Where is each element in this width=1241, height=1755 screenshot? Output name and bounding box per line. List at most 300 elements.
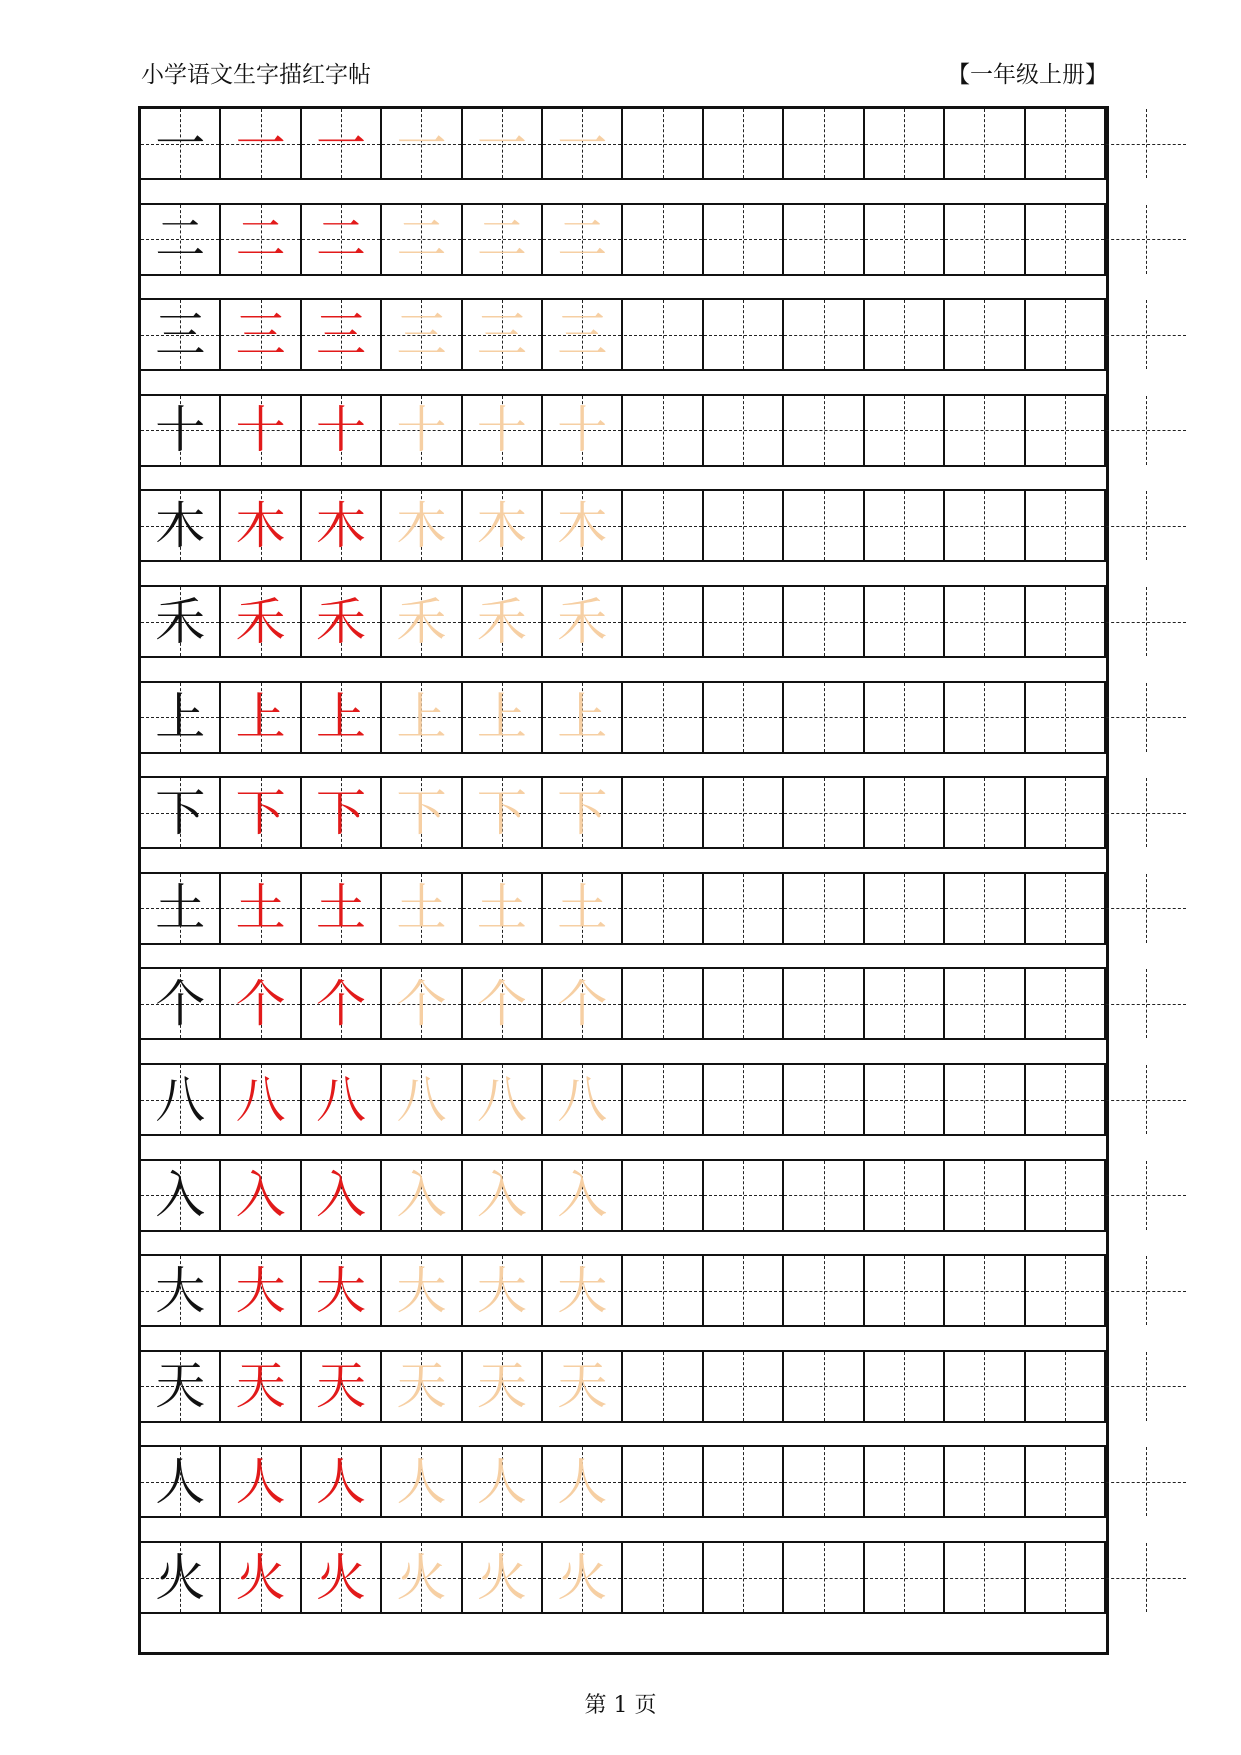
pale-trace-character: 人 [557,1452,608,1511]
trace-cell [221,969,301,1038]
horizontal-guide-line [784,430,862,431]
trace-cell [221,300,301,369]
model-character: 天 [155,1357,206,1416]
model-character: 火 [155,1548,206,1607]
pale-trace-character: 土 [557,879,608,938]
model-cell [141,1447,221,1516]
blank-practice-cell [1026,587,1106,656]
pale-trace-character: 个 [476,974,527,1033]
blank-practice-cell [784,778,864,847]
blank-practice-cell [1026,683,1106,752]
pale-trace-character: 个 [396,974,447,1033]
blank-practice-cell [704,1065,784,1134]
red-trace-character: 天 [316,1357,367,1416]
horizontal-guide-line [704,622,782,623]
trace-cell [463,300,543,369]
blank-practice-cell [704,969,784,1038]
horizontal-guide-line [945,813,1023,814]
horizontal-guide-line [865,1100,943,1101]
model-cell [141,1065,221,1134]
red-trace-character: 个 [316,974,367,1033]
horizontal-guide-line [704,1578,782,1579]
pale-trace-character: 火 [476,1548,527,1607]
horizontal-guide-line [865,239,943,240]
blank-practice-cell [1106,1161,1186,1230]
blank-practice-cell [1026,491,1106,560]
red-trace-character: 上 [316,688,367,747]
pale-trace-character: 个 [557,974,608,1033]
pale-trace-character: 大 [557,1261,608,1320]
model-character: 入 [155,1166,206,1225]
pale-trace-character: 上 [557,688,608,747]
trace-cell [543,300,623,369]
red-trace-character: 下 [235,783,286,842]
pale-trace-character: 上 [396,688,447,747]
pale-trace-character: 人 [396,1452,447,1511]
practice-row [141,394,1106,467]
blank-practice-cell [1106,1543,1186,1612]
trace-cell [463,109,543,178]
horizontal-guide-line [1026,239,1104,240]
blank-practice-cell [784,491,864,560]
horizontal-guide-line [704,1195,782,1196]
practice-row [141,489,1106,562]
pale-trace-character: 十 [557,401,608,460]
blank-practice-cell [945,109,1025,178]
horizontal-guide-line [704,1482,782,1483]
red-trace-character: 入 [235,1166,286,1225]
pale-trace-character: 三 [557,305,608,364]
blank-practice-cell [624,1065,704,1134]
model-character: 二 [155,210,206,269]
blank-practice-cell [945,1543,1025,1612]
horizontal-guide-line [624,1291,702,1292]
horizontal-guide-line [1026,526,1104,527]
horizontal-guide-line [945,239,1023,240]
horizontal-guide-line [784,1004,862,1005]
horizontal-guide-line [784,335,862,336]
blank-practice-cell [784,205,864,274]
horizontal-guide-line [784,1386,862,1387]
blank-practice-cell [1026,205,1106,274]
trace-cell [302,109,382,178]
trace-cell [302,1256,382,1325]
horizontal-guide-line [784,1578,862,1579]
blank-practice-cell [624,1256,704,1325]
trace-cell [543,109,623,178]
red-trace-character: 十 [235,401,286,460]
horizontal-guide-line [1026,1482,1104,1483]
red-trace-character: 上 [235,688,286,747]
practice-row [141,1350,1106,1423]
red-trace-character: 入 [316,1166,367,1225]
trace-cell [543,683,623,752]
red-trace-character: 禾 [316,592,367,651]
horizontal-guide-line [704,717,782,718]
blank-practice-cell [624,205,704,274]
trace-cell [543,491,623,560]
blank-practice-cell [704,778,784,847]
trace-cell [543,1161,623,1230]
blank-practice-cell [945,1352,1025,1421]
pale-trace-character: 天 [476,1357,527,1416]
trace-cell [543,1543,623,1612]
blank-practice-cell [784,1352,864,1421]
blank-practice-cell [624,300,704,369]
trace-cell [463,969,543,1038]
trace-cell [382,969,462,1038]
blank-practice-cell [1026,778,1106,847]
model-character: 木 [155,496,206,555]
blank-practice-cell [865,109,945,178]
trace-cell [302,1161,382,1230]
blank-practice-cell [945,205,1025,274]
trace-cell [382,587,462,656]
pale-trace-character: 木 [476,496,527,555]
blank-practice-cell [1026,1065,1106,1134]
blank-practice-cell [1026,1447,1106,1516]
trace-cell [302,1447,382,1516]
red-trace-character: 一 [235,114,286,173]
pale-trace-character: 下 [476,783,527,842]
model-cell [141,491,221,560]
model-character: 人 [155,1452,206,1511]
horizontal-guide-line [1026,144,1104,145]
blank-practice-cell [945,396,1025,465]
horizontal-guide-line [1026,622,1104,623]
pale-trace-character: 禾 [557,592,608,651]
pale-trace-character: 下 [557,783,608,842]
model-character: 个 [155,974,206,1033]
blank-practice-cell [865,683,945,752]
blank-practice-cell [784,109,864,178]
blank-practice-cell [704,396,784,465]
horizontal-guide-line [1026,1195,1104,1196]
practice-row [141,681,1106,754]
worksheet-title: 小学语文生字描红字帖 [141,62,371,88]
horizontal-guide-line [865,335,943,336]
horizontal-guide-line [945,1004,1023,1005]
trace-cell [463,396,543,465]
red-trace-character: 个 [235,974,286,1033]
blank-practice-cell [784,1161,864,1230]
horizontal-guide-line [1106,1291,1186,1292]
practice-row [141,1445,1106,1518]
horizontal-guide-line [704,813,782,814]
blank-practice-cell [865,778,945,847]
blank-practice-cell [945,683,1025,752]
blank-practice-cell [1026,300,1106,369]
blank-practice-cell [865,491,945,560]
pale-trace-character: 十 [476,401,527,460]
model-character: 土 [155,879,206,938]
trace-cell [302,300,382,369]
blank-practice-cell [865,874,945,943]
practice-row [141,1159,1106,1232]
trace-cell [463,1161,543,1230]
trace-cell [543,969,623,1038]
horizontal-guide-line [865,1291,943,1292]
trace-cell [302,1065,382,1134]
horizontal-guide-line [1106,1578,1186,1579]
practice-row [141,776,1106,849]
model-character: 三 [155,305,206,364]
red-trace-character: 大 [316,1261,367,1320]
trace-cell [221,1352,301,1421]
model-character: 上 [155,688,206,747]
blank-practice-cell [1026,969,1106,1038]
blank-practice-cell [704,491,784,560]
blank-practice-cell [784,969,864,1038]
horizontal-guide-line [784,1100,862,1101]
blank-practice-cell [1026,396,1106,465]
blank-practice-cell [704,300,784,369]
pale-trace-character: 三 [396,305,447,364]
red-trace-character: 八 [235,1070,286,1129]
pale-trace-character: 火 [396,1548,447,1607]
pale-trace-character: 一 [557,114,608,173]
pale-trace-character: 大 [396,1261,447,1320]
horizontal-guide-line [704,1100,782,1101]
trace-cell [302,778,382,847]
model-cell [141,874,221,943]
model-character: 大 [155,1261,206,1320]
blank-practice-cell [1106,1447,1186,1516]
horizontal-guide-line [945,526,1023,527]
horizontal-guide-line [1106,144,1186,145]
trace-cell [382,491,462,560]
model-cell [141,109,221,178]
trace-cell [463,205,543,274]
pale-trace-character: 入 [396,1166,447,1225]
trace-cell [221,1543,301,1612]
horizontal-guide-line [784,813,862,814]
blank-practice-cell [945,1447,1025,1516]
pale-trace-character: 入 [557,1166,608,1225]
horizontal-guide-line [624,526,702,527]
blank-practice-cell [945,300,1025,369]
blank-practice-cell [1106,109,1186,178]
pale-trace-character: 土 [476,879,527,938]
practice-row [141,109,1106,180]
practice-row [141,872,1106,945]
horizontal-guide-line [704,908,782,909]
blank-practice-cell [784,1256,864,1325]
horizontal-guide-line [1106,622,1186,623]
horizontal-guide-line [704,1386,782,1387]
blank-practice-cell [704,683,784,752]
trace-cell [382,778,462,847]
trace-cell [543,874,623,943]
trace-cell [382,300,462,369]
horizontal-guide-line [1106,1482,1186,1483]
practice-row [141,1063,1106,1136]
pale-trace-character: 一 [476,114,527,173]
trace-cell [463,1352,543,1421]
practice-row [141,585,1106,658]
horizontal-guide-line [784,908,862,909]
blank-practice-cell [945,874,1025,943]
red-trace-character: 木 [235,496,286,555]
blank-practice-cell [1026,1161,1106,1230]
horizontal-guide-line [624,430,702,431]
blank-practice-cell [865,1161,945,1230]
trace-cell [463,491,543,560]
horizontal-guide-line [865,430,943,431]
trace-cell [302,874,382,943]
trace-cell [463,874,543,943]
horizontal-guide-line [704,144,782,145]
pale-trace-character: 天 [557,1357,608,1416]
blank-practice-cell [1026,1352,1106,1421]
blank-practice-cell [945,491,1025,560]
pale-trace-character: 火 [557,1548,608,1607]
blank-practice-cell [1106,587,1186,656]
red-trace-character: 火 [235,1548,286,1607]
blank-practice-cell [865,205,945,274]
trace-cell [463,683,543,752]
blank-practice-cell [1026,874,1106,943]
pale-trace-character: 八 [557,1070,608,1129]
trace-cell [543,1256,623,1325]
horizontal-guide-line [784,1195,862,1196]
horizontal-guide-line [945,1386,1023,1387]
horizontal-guide-line [1106,1100,1186,1101]
blank-practice-cell [1026,109,1106,178]
horizontal-guide-line [1106,1386,1186,1387]
blank-practice-cell [704,874,784,943]
blank-practice-cell [624,1447,704,1516]
horizontal-guide-line [1106,1004,1186,1005]
horizontal-guide-line [624,717,702,718]
model-cell [141,778,221,847]
pale-trace-character: 木 [557,496,608,555]
trace-cell [382,1447,462,1516]
blank-practice-cell [865,1256,945,1325]
trace-cell [382,1161,462,1230]
horizontal-guide-line [624,908,702,909]
trace-cell [382,874,462,943]
model-cell [141,587,221,656]
blank-practice-cell [784,300,864,369]
red-trace-character: 二 [235,210,286,269]
trace-cell [221,778,301,847]
blank-practice-cell [865,1065,945,1134]
blank-practice-cell [704,109,784,178]
blank-practice-cell [704,587,784,656]
blank-practice-cell [784,1447,864,1516]
blank-practice-cell [784,874,864,943]
blank-practice-cell [624,396,704,465]
trace-cell [543,587,623,656]
grade-label: 【一年级上册】 [947,62,1108,88]
blank-practice-cell [624,969,704,1038]
blank-practice-cell [704,1256,784,1325]
blank-practice-cell [945,587,1025,656]
practice-row [141,298,1106,371]
horizontal-guide-line [865,144,943,145]
trace-cell [543,1352,623,1421]
trace-cell [543,205,623,274]
red-trace-character: 二 [316,210,367,269]
red-trace-character: 一 [316,114,367,173]
blank-practice-cell [1106,1352,1186,1421]
trace-cell [221,109,301,178]
pale-trace-character: 大 [476,1261,527,1320]
horizontal-guide-line [945,622,1023,623]
blank-practice-cell [784,587,864,656]
trace-cell [543,396,623,465]
pale-trace-character: 上 [476,688,527,747]
blank-practice-cell [1026,1256,1106,1325]
pale-trace-character: 天 [396,1357,447,1416]
horizontal-guide-line [784,526,862,527]
blank-practice-cell [1106,683,1186,752]
horizontal-guide-line [865,813,943,814]
trace-cell [221,1161,301,1230]
model-cell [141,683,221,752]
blank-practice-cell [624,778,704,847]
blank-practice-cell [624,1543,704,1612]
blank-practice-cell [624,1161,704,1230]
pale-trace-character: 禾 [396,592,447,651]
horizontal-guide-line [784,717,862,718]
horizontal-guide-line [704,526,782,527]
horizontal-guide-line [1106,335,1186,336]
trace-cell [382,1256,462,1325]
model-cell [141,1543,221,1612]
blank-practice-cell [945,778,1025,847]
horizontal-guide-line [704,1291,782,1292]
pale-trace-character: 下 [396,783,447,842]
red-trace-character: 土 [235,879,286,938]
horizontal-guide-line [624,1004,702,1005]
blank-practice-cell [1106,778,1186,847]
horizontal-guide-line [1106,1195,1186,1196]
red-trace-character: 天 [235,1357,286,1416]
horizontal-guide-line [1026,813,1104,814]
blank-practice-cell [624,491,704,560]
practice-row [141,203,1106,276]
model-cell [141,396,221,465]
pale-trace-character: 八 [476,1070,527,1129]
model-cell [141,1352,221,1421]
practice-row [141,1541,1106,1614]
horizontal-guide-line [624,1100,702,1101]
blank-practice-cell [865,587,945,656]
red-trace-character: 木 [316,496,367,555]
blank-practice-cell [865,969,945,1038]
trace-cell [382,109,462,178]
trace-cell [221,205,301,274]
red-trace-character: 下 [316,783,367,842]
trace-cell [382,1065,462,1134]
blank-practice-cell [1106,491,1186,560]
horizontal-guide-line [1026,908,1104,909]
model-cell [141,969,221,1038]
practice-row [141,1254,1106,1327]
horizontal-guide-line [624,144,702,145]
red-trace-character: 人 [316,1452,367,1511]
trace-cell [463,1543,543,1612]
model-cell [141,1256,221,1325]
trace-cell [302,205,382,274]
blank-practice-cell [624,109,704,178]
trace-cell [221,1065,301,1134]
model-character: 下 [155,783,206,842]
horizontal-guide-line [945,335,1023,336]
red-trace-character: 土 [316,879,367,938]
